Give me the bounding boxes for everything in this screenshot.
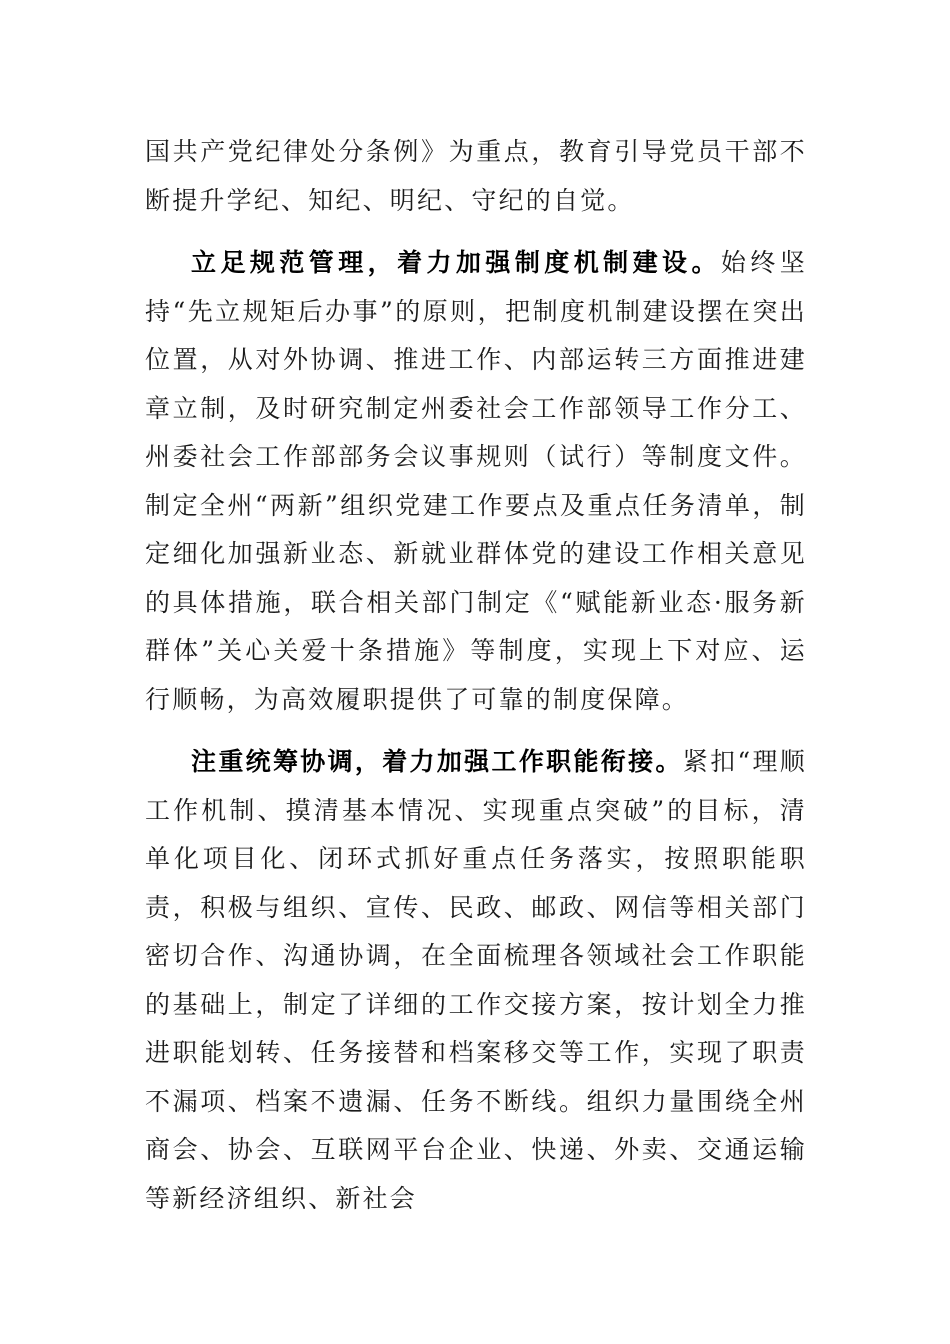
paragraph-overall-coordination	[145, 738, 807, 1223]
paragraph-lead-heading: 立足规范管理，着力加强制度机制建设。	[191, 248, 721, 277]
paragraph-lead-heading: 注重统筹协调，着力加强工作职能衔接。	[191, 747, 683, 776]
paragraph-standardized-management	[145, 239, 807, 724]
paragraph-continuation	[145, 128, 807, 225]
paragraph-text: 始终坚持“先立规矩后办事”的原则，把制度机制建设摆在突出位置，从对外协调、推进工作、内部运转三方面推进建章立制，及时研究制定州委社会工作部领导工作分工、州委社会工作部部务会议事规则（试行）等制度文件。制定全州“两新”组织党建工作要点及重点任务清单，制定细化加强新业态、新就业群体党的建设工作相关意见的具体措施，联合相关部门制定《“赋能新业态·服务新群体”关心关爱十条措施》等制度，实现上下对应、运行顺畅，为高效履职提供了可靠的制度保障。	[145, 248, 807, 714]
document-body	[145, 128, 807, 1223]
paragraph-text: 紧扣“理顺工作机制、摸清基本情况、实现重点突破”的目标，清单化项目化、闭环式抓好重点任务落实，按照职能职责，积极与组织、宣传、民政、邮政、网信等相关部门密切合作、沟通协调，在全面梳理各领域社会工作职能的基础上，制定了详细的工作交接方案，按计划全力推进职能划转、任务接替和档案移交等工作，实现了职责不漏项、档案不遗漏、任务不断线。组织力量围绕全州商会、协会、互联网平台企业、快递、外卖、交通运输等新经济组织、新社会	[145, 747, 808, 1213]
paragraph-text: 国共产党纪律处分条例》为重点，教育引导党员干部不断提升学纪、知纪、明纪、守纪的自觉。	[145, 137, 807, 215]
